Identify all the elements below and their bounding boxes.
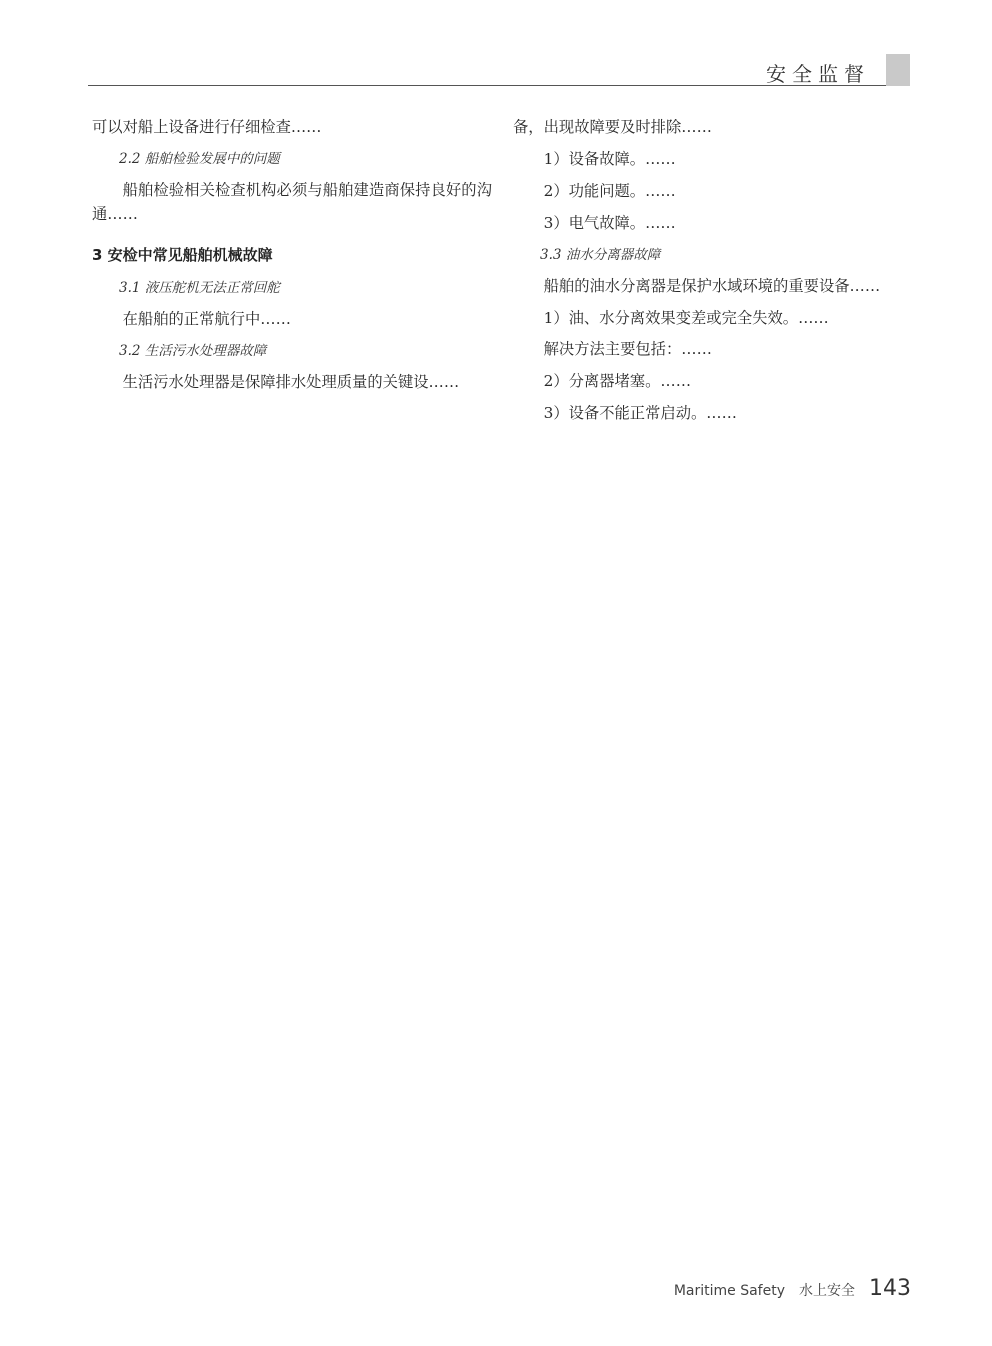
body-paragraph: 生活污水处理器是保障排水处理质量的关键设…… [122,372,460,391]
subsection-heading: 2.2 船舶检验发展中的问题 [119,150,280,167]
body-paragraph: 解决方法主要包括：…… [543,340,712,359]
left-column [92,116,492,403]
right-column [513,116,913,434]
subsection-heading: 3.3 油水分离器故障 [540,246,661,263]
section-title: 安全监督 [766,62,870,86]
header-block [886,54,910,86]
body-paragraph: 可以对船上设备进行仔细检查…… [92,118,322,136]
page-footer [674,1276,911,1301]
subsection-heading: 3.1 液压舵机无法正常回舵 [119,279,280,296]
body-paragraph: 船舶的油水分离器是保护水域环境的重要设备…… [543,276,881,295]
body-paragraph: 备，出现故障要及时排除…… [513,118,712,136]
journal-name-cn: 水上安全 [799,1283,855,1299]
body-paragraph: 1）油、水分离效果变差或完全失效。…… [543,308,829,327]
body-paragraph: 2）功能问题。…… [543,181,676,200]
body-paragraph: 3）电气故障。…… [543,213,676,232]
section-tag [744,54,886,85]
section-heading: 3 安检中常见船舶机械故障 [92,245,273,264]
body-paragraph: 在船舶的正常航行中…… [122,309,291,328]
body-paragraph: 1）设备故障。…… [543,149,676,168]
body-paragraph: 3）设备不能正常启动。…… [543,404,737,423]
journal-name-en: Maritime Safety [673,1283,785,1299]
page-number: 143 [869,1276,911,1301]
running-header [0,54,992,86]
subsection-heading: 3.2 生活污水处理器故障 [119,342,267,359]
body-paragraph: 船舶检验相关检查机构必须与船舶建造商保持良好的沟通…… [92,180,492,223]
body-paragraph: 2）分离器堵塞。…… [543,372,691,391]
